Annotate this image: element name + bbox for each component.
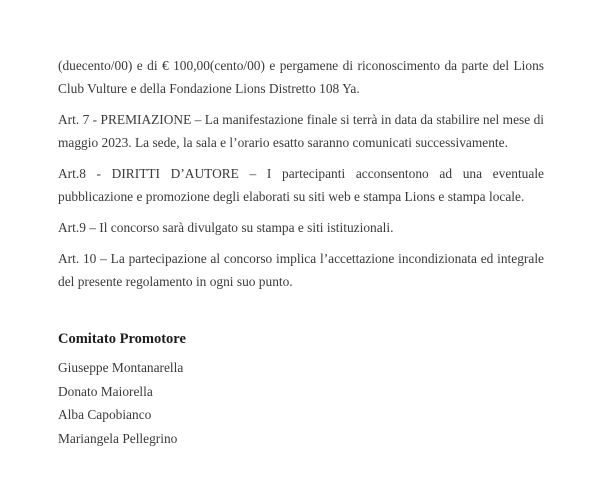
committee-member: Mariangela Pellegrino (58, 430, 178, 446)
committee-member: Alba Capobianco (58, 407, 152, 422)
committee-member: Donato Maiorella (58, 383, 153, 399)
paragraph-art-7-premiazione: Art. 7 - PREMIAZIONE – La manifestazione finale si terrà in data da stabilire nel mese di maggio 2023. La sede, la sala e l’orario esatto saranno comunicati successivamente. (58, 112, 544, 150)
paragraph-art-9-divulgazione: Art.9 – Il concorso sarà divulgato su stampa e siti istituzionali. (58, 220, 394, 235)
paragraph-art-8-diritti-autore: Art.8 - DIRITTI D’AUTORE – I partecipanti acconsentono ad una eventuale pubblicazione e promozione degli elaborati su siti web e stampa Lions e stampa locale. (58, 166, 544, 204)
document-body (58, 54, 544, 301)
committee-member: Giuseppe Montanarella (58, 360, 184, 375)
paragraph-art-10-accettazione: Art. 10 – La partecipazione al concorso implica l’accettazione incondizionata ed integrale del presente regolamento in ogni suo punto. (58, 251, 544, 289)
paragraph-prize-amount: (duecento/00) e di € 100,00(cento/00) e pergamene di riconoscimento da parte del Lions Club Vulture e della Fondazione Lions Distretto 108 Ya. (58, 58, 544, 96)
committee-title: Comitato Promotore (58, 331, 186, 347)
committee-section (58, 328, 544, 450)
